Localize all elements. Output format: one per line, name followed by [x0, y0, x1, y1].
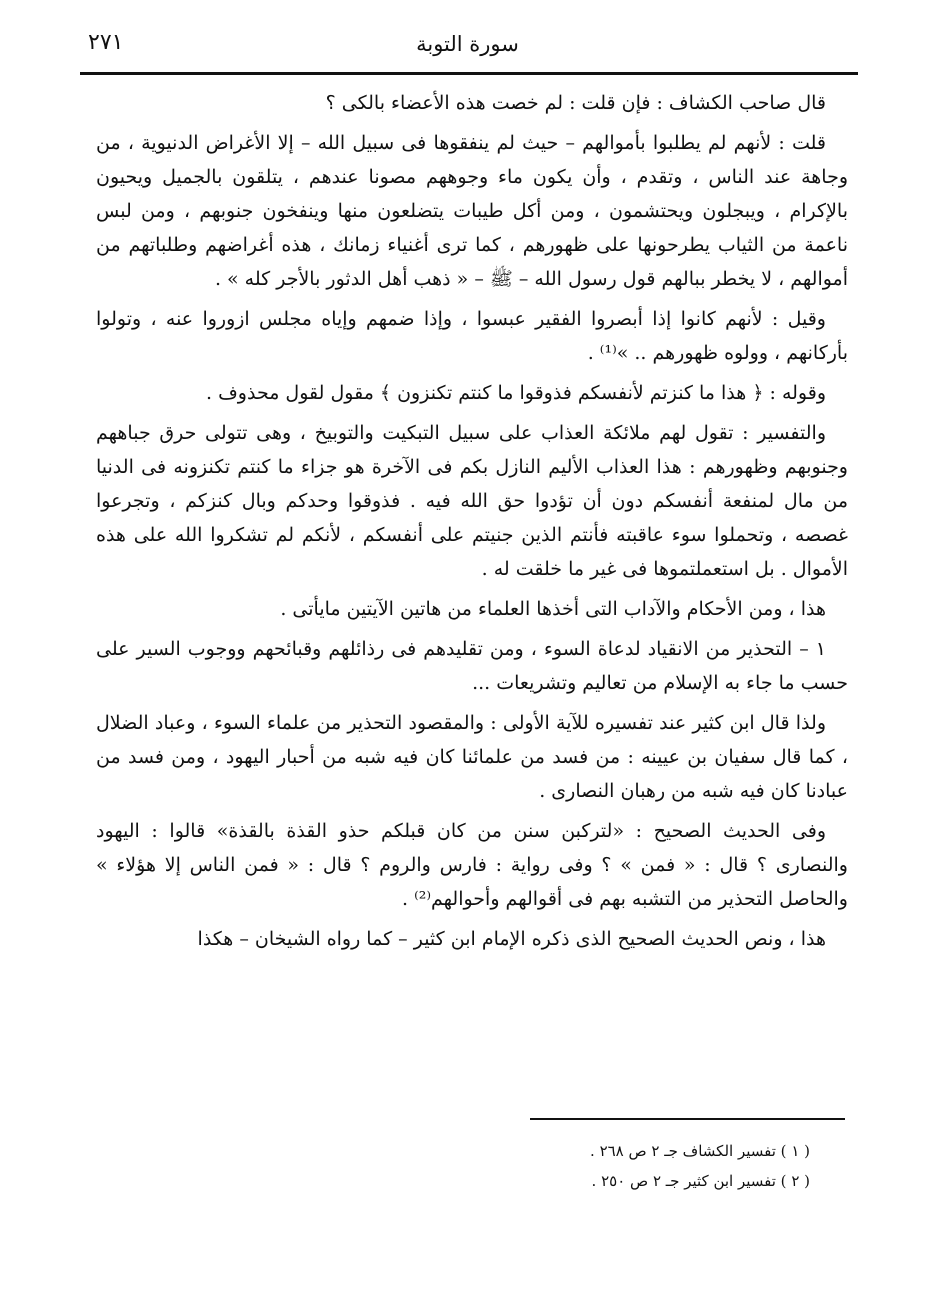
paragraph-hadith: وفى الحديث الصحيح : «لتركبن سنن من كان قبلكم حذو القذة بالقذة» قالوا : اليهود والنصارى ؟ قال : « فمن » ؟ وفى رواية : فارس والروم ؟ قال : « فمن الناس إلا هؤلاء » والحاصل التحذير من التشبه بهم فى أقوالهم وأحوالهم⁽²⁾ .	[96, 820, 848, 910]
footnotes	[500, 1136, 810, 1196]
paragraph-rulings-intro: هذا ، ومن الأحكام والآداب التى أخذها العلماء من هاتين الآيتين مايأتى .	[280, 598, 826, 620]
footnote-rule	[530, 1118, 845, 1120]
footnote-1: ( ١ ) تفسير الكشاف جـ ٢ ص ٢٦٨ .	[590, 1142, 810, 1160]
paragraph-verse-quote: وقوله : ﴿ هذا ما كنزتم لأنفسكم فذوقوا ما كنتم تكنزون ﴾ مقول لقول محذوف .	[206, 382, 826, 404]
paragraph-hadith-text: هذا ، ونص الحديث الصحيح الذى ذكره الإمام ابن كثير – كما رواه الشيخان – هكذا	[197, 928, 826, 950]
surah-title: سورة التوبة	[416, 32, 519, 56]
paragraph-tafsir: والتفسير : تقول لهم ملائكة العذاب على سبيل التبكيت والتوبيخ ، وهى تتولى حرق جباههم وجنوبهم وظهورهم : هذا العذاب الأليم النازل بكم فى الآخرة هو جزاء ما كنتم تكنزونه فى الدنيا من مال لمنفعة أنفسكم دون أن تؤدوا حق الله فيه . فذوقوا وحدكم وبال كنزكم ، وتجرعوا غصصه ، وتحملوا سوء عاقبته فأنتم الذين جنيتم على أنفسكم ، لأنكم لم تشكروا الله على هذه الأموال . بل استعملتموها فى غير ما خلقت له .	[96, 422, 848, 580]
paragraph-alternative-view: وقيل : لأنهم كانوا إذا أبصروا الفقير عبسوا ، وإذا ضمهم وإياه مجلس ازوروا عنه ، وتولوا بأركانهم ، وولوه ظهورهم .. »⁽¹⁾ .	[96, 308, 848, 364]
body-text	[96, 86, 848, 962]
paragraph-ruling-one: ١ – التحذير من الانقياد لدعاة السوء ، ومن تقليدهم فى رذائلهم وقبائحهم ووجوب السير على حسب ما جاء به الإسلام من تعاليم وتشريعات ...	[96, 638, 848, 694]
paragraph-question: قال صاحب الكشاف : فإن قلت : لم خصت هذه الأعضاء بالكى ؟	[325, 92, 826, 114]
page-number: ٢٧١	[88, 30, 124, 55]
paragraph-answer: قلت : لأنهم لم يطلبوا بأموالهم – حيث لم ينفقوها فى سبيل الله – إلا الأغراض الدنيوية ، من وجاهة عند الناس ، وتقدم ، وأن يكون ماء وجوههم مصونا عندهم ، يتلقون بالجميل ويحيون بالإكرام ، ويبجلون ويحتشمون ، ومن أكل طيبات يتضلعون منها وينفخون جنوبهم ، ومن لبس ناعمة من الثياب يطرحونها على ظهورهم ، كما ترى أغنياء زمانك ، هذه أغراضهم وطلباتهم من أموالهم ، لا يخطر ببالهم قول رسول الله – ﷺ – « ذهب أهل الدثور بالأجر كله » .	[96, 132, 848, 290]
paragraph-ibn-kathir: ولذا قال ابن كثير عند تفسيره للآية الأولى : والمقصود التحذير من علماء السوء ، وعباد الضلال ، كما قال سفيان بن عيينه : من فسد من علمائنا كان فيه شبه من أحبار اليهود ، ومن فسد من عبادنا كان فيه شبه من رهبان النصارى .	[96, 712, 848, 802]
page-header	[80, 24, 855, 70]
header-rule	[80, 72, 858, 75]
footnote-2: ( ٢ ) تفسير ابن كثير جـ ٢ ص ٢٥٠ .	[591, 1172, 810, 1190]
